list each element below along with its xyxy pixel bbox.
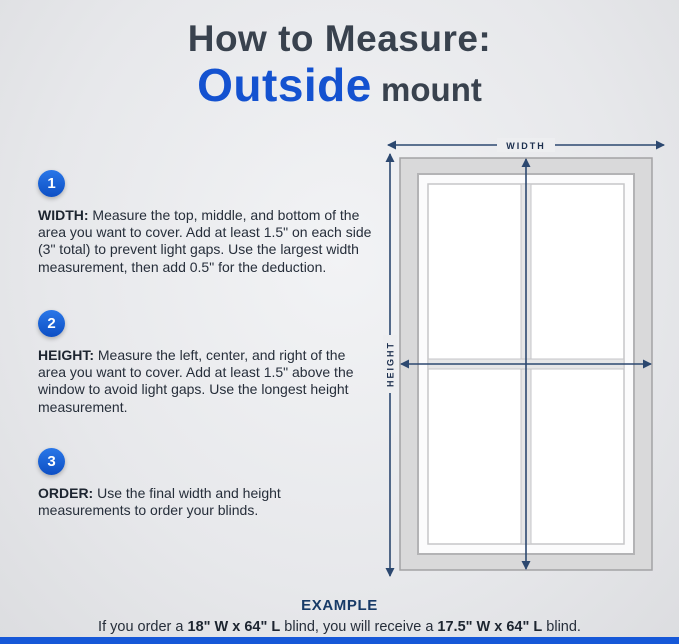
mount-type-suffix: mount <box>371 70 482 108</box>
step-3-label: ORDER: <box>38 485 94 501</box>
page-header <box>0 20 679 109</box>
example-order-size: 18" W x 64" L <box>187 619 281 635</box>
step-1-number-badge: 1 <box>38 170 65 197</box>
step-order <box>38 448 372 519</box>
step-3-body: Use the final width and height measurements to order your blinds. <box>38 485 281 519</box>
example-heading: EXAMPLE <box>301 597 378 614</box>
mount-type-accent: Outside <box>197 58 372 111</box>
step-height <box>38 310 372 416</box>
width-dimension-label: WIDTH <box>506 141 546 151</box>
window-diagram-svg <box>378 138 670 583</box>
window-measurement-diagram <box>378 138 670 583</box>
example-suffix: blind. <box>542 619 581 635</box>
example-prefix: If you order a <box>98 619 188 635</box>
example-middle: blind, you will receive a <box>280 619 438 635</box>
step-3-text <box>38 485 372 519</box>
step-1-body: Measure the top, middle, and bottom of the area you want to cover. Add at least 1.5" on each side (3" total) to prevent light gaps. Use the largest width measurement, then add 0.5" for the deduction. <box>38 207 372 275</box>
page-subtitle <box>0 58 679 111</box>
example-sentence <box>0 619 679 635</box>
example-section <box>0 597 679 635</box>
step-3-number-badge: 3 <box>38 448 65 475</box>
step-2-body: Measure the left, center, and right of the area you want to cover. Add at least 1.5" above the window to avoid light gaps. Use the longest height measurement. <box>38 347 354 415</box>
bottom-accent-bar <box>0 637 679 644</box>
page-title: How to Measure: <box>187 18 492 59</box>
height-dimension-label: HEIGHT <box>385 340 396 388</box>
step-2-label: HEIGHT: <box>38 347 94 363</box>
step-2-number-badge: 2 <box>38 310 65 337</box>
step-width <box>38 170 372 276</box>
step-1-label: WIDTH: <box>38 207 89 223</box>
step-2-text <box>38 347 372 416</box>
step-1-text <box>38 207 372 276</box>
example-receive-size: 17.5" W x 64" L <box>437 619 543 635</box>
